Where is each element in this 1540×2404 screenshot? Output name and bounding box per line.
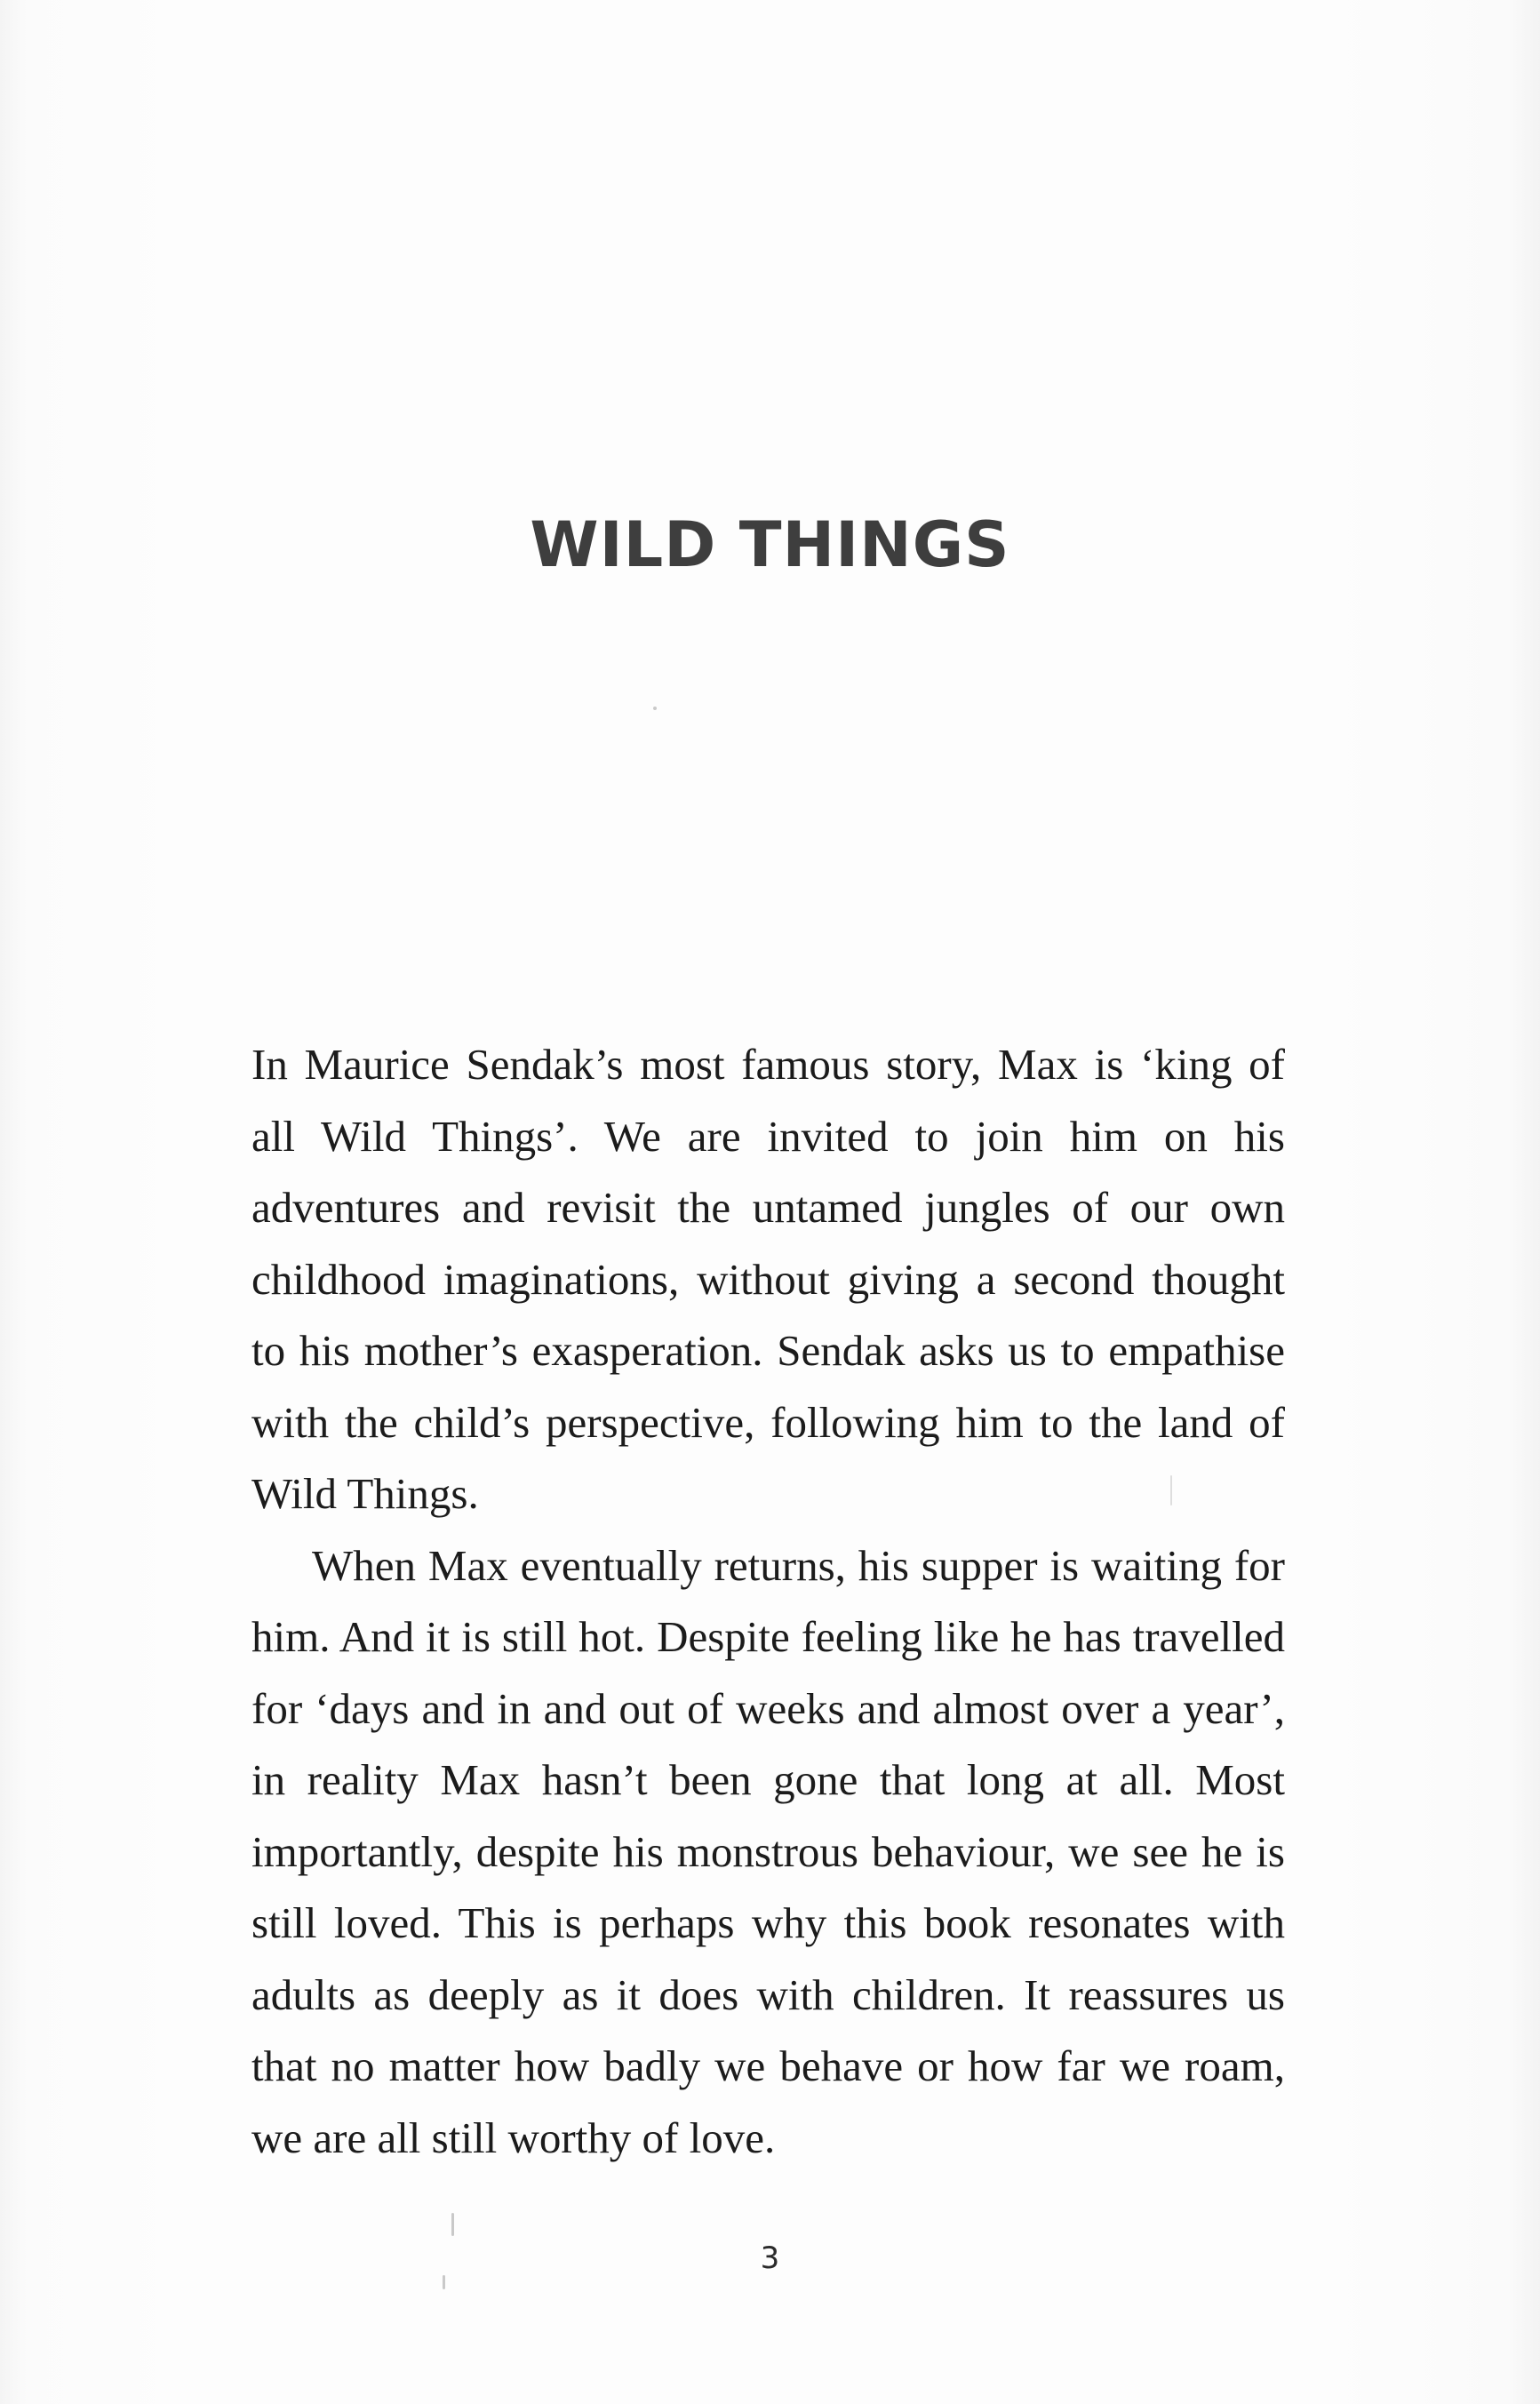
scan-speck <box>443 2275 445 2289</box>
paragraph-return: When Max eventually returns, his supper is waiting for him. And it is still hot. Despite feeling like he has travelled for ‘days and in and out of weeks and almost over a year’, in reality Max hasn’t been gone that long at all. Most importantly, despite his monstrous behaviour, we see he is still loved. This is perhaps why this book resonates with adults as deeply as it does with children. It reassures us that no matter how badly we behave or how far we roam, we are all still worthy of love. <box>251 1540 1285 2162</box>
paragraph-intro: In Maurice Sendak’s most famous story, Max is ‘king of all Wild Things’. We are invited to join him on his adventures and revisit the untamed jungles of our own childhood imaginations, without giving a second thought to his mother’s exasperation. Sendak asks us to empathise with the child’s perspective, following him to the land of Wild Things. <box>251 1040 1285 1518</box>
scan-speck <box>653 707 657 710</box>
page-number: 3 <box>760 2240 780 2276</box>
body-text <box>251 1029 1285 2174</box>
scan-speck <box>451 2213 454 2236</box>
scan-speck <box>1170 1475 1172 1505</box>
chapter-title: WILD THINGS <box>530 508 1010 581</box>
